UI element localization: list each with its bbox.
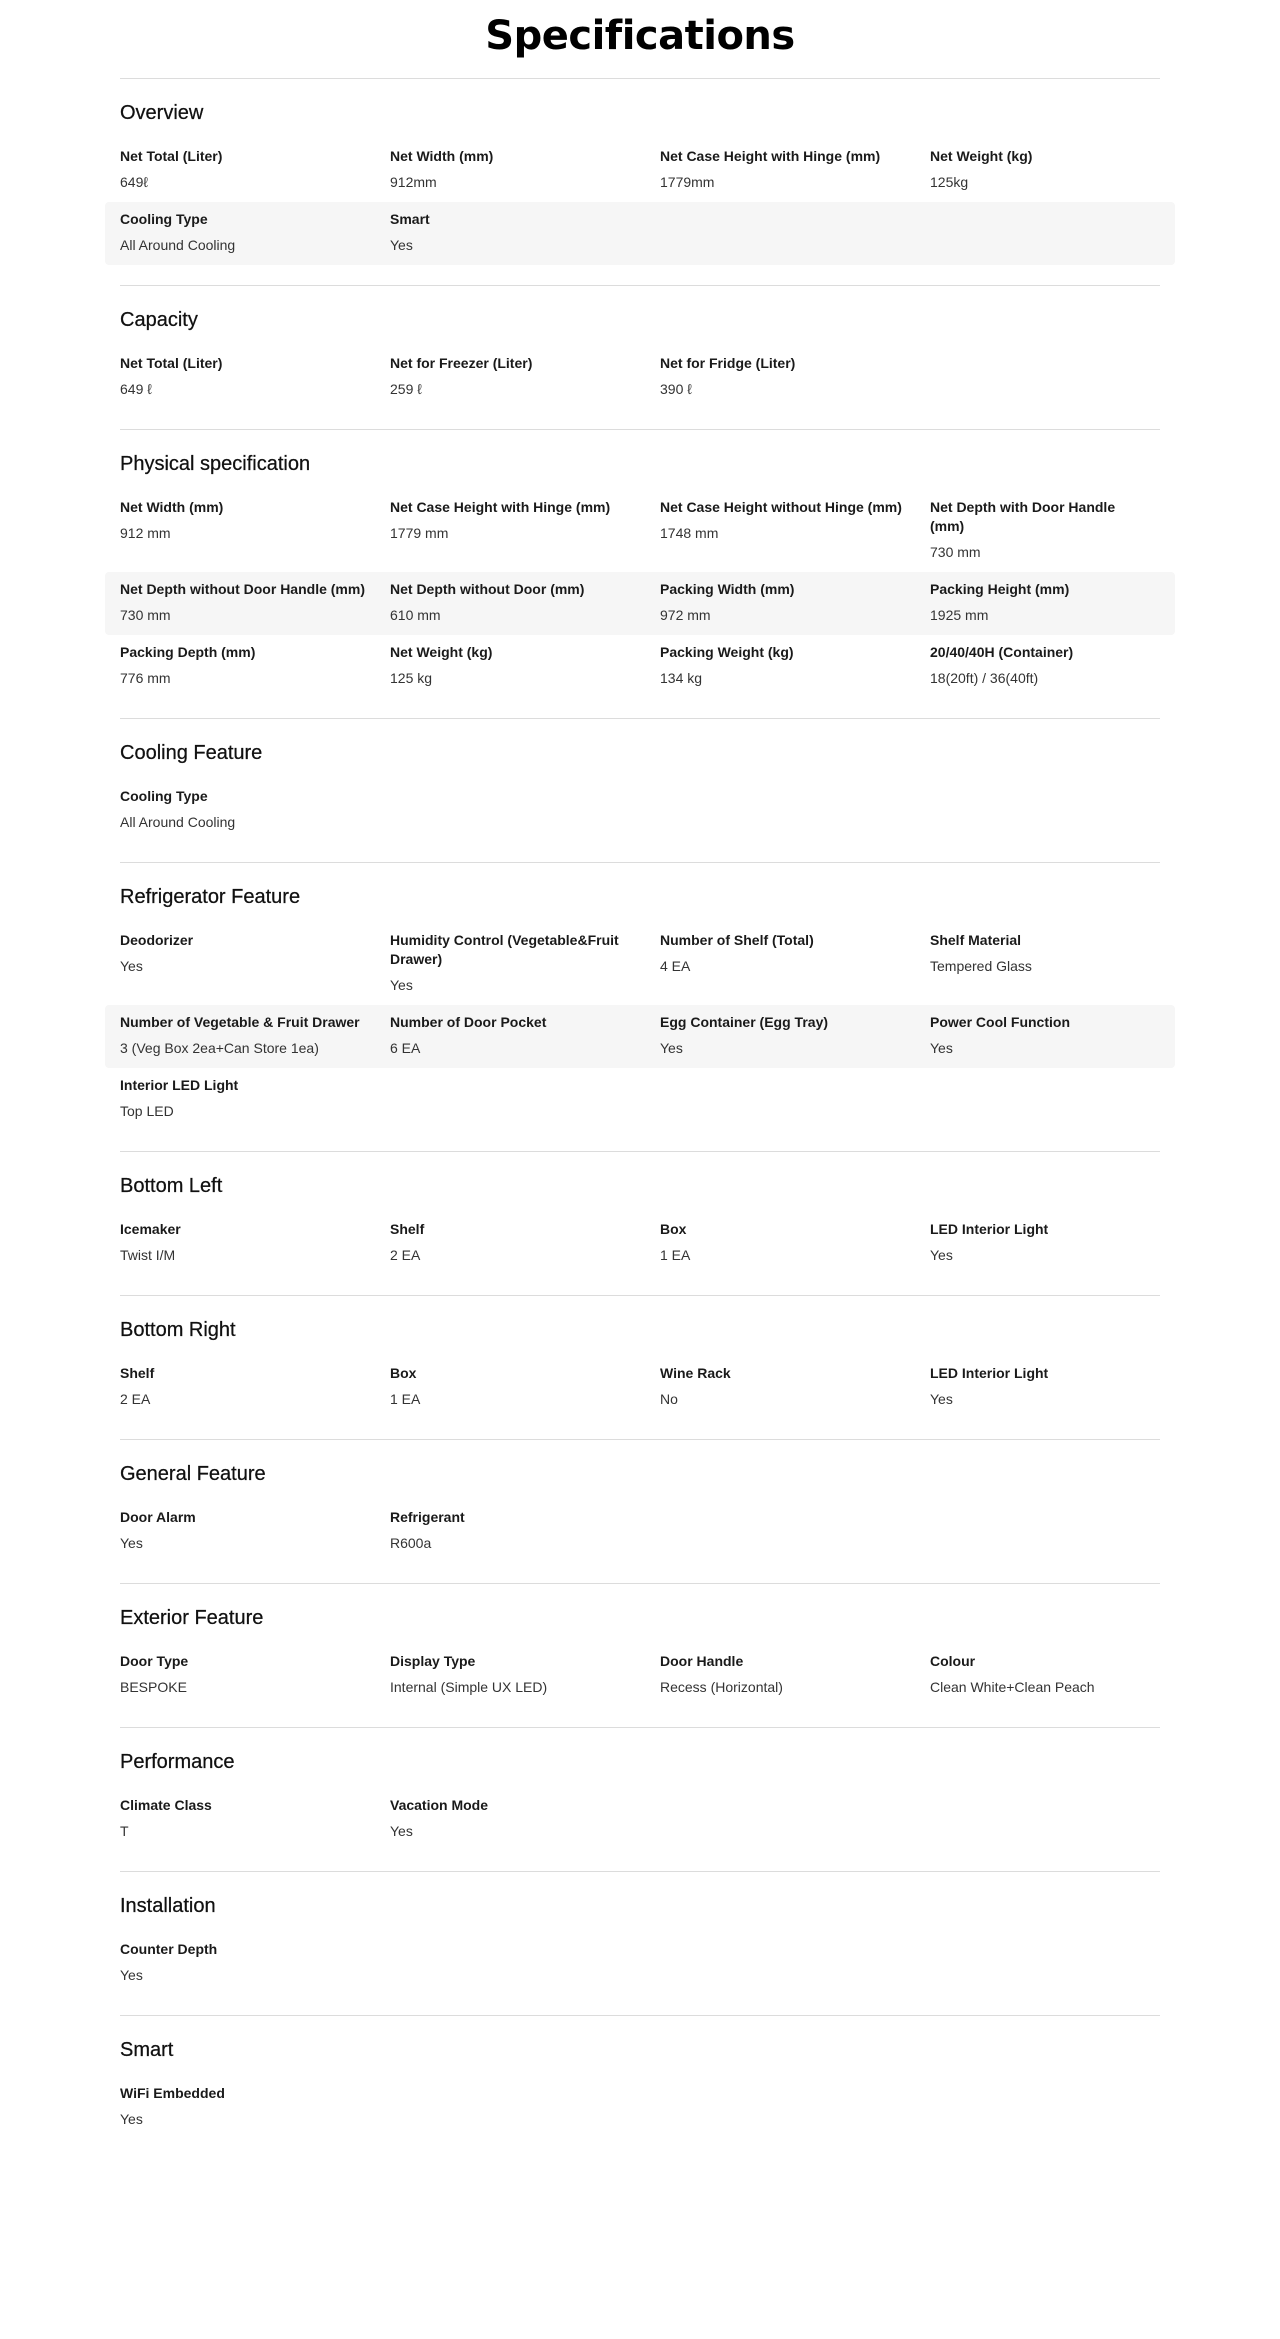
spec-row xyxy=(105,346,1175,409)
spec-value: Yes xyxy=(930,1391,953,1407)
spec-item xyxy=(390,643,660,688)
section-title: Cooling Feature xyxy=(120,742,263,764)
spec-name: Packing Height (mm) xyxy=(930,581,1070,597)
section-title: Physical specification xyxy=(120,453,311,475)
spec-name: Net Total (Liter) xyxy=(120,355,223,371)
spec-item xyxy=(930,498,1160,562)
spec-value: Twist I/M xyxy=(120,1247,176,1263)
spec-value: 1779mm xyxy=(660,174,715,190)
spec-value: 730 mm xyxy=(120,607,171,623)
spec-item xyxy=(120,1796,390,1841)
spec-item xyxy=(660,931,930,995)
spec-value: 4 EA xyxy=(660,958,691,974)
spec-item xyxy=(390,498,660,562)
spec-item xyxy=(390,1013,660,1058)
spec-value: 18(20ft) / 36(40ft) xyxy=(930,670,1039,686)
spec-value: Yes xyxy=(930,1247,953,1263)
spec-item xyxy=(930,580,1160,625)
spec-row xyxy=(105,1932,1175,1995)
spec-name: Net for Fridge (Liter) xyxy=(660,355,796,371)
spec-item xyxy=(660,580,930,625)
spec-value: Clean White+Clean Peach xyxy=(930,1679,1095,1695)
spec-item xyxy=(930,1652,1160,1697)
spec-item xyxy=(120,210,390,255)
spec-value: Yes xyxy=(120,958,143,974)
spec-item xyxy=(120,1013,390,1058)
spec-section-overview xyxy=(120,78,1160,285)
spec-row xyxy=(105,1005,1175,1068)
spec-name: Door Handle xyxy=(660,1653,744,1669)
spec-value: All Around Cooling xyxy=(120,237,236,253)
spec-name: Display Type xyxy=(390,1653,476,1669)
spec-item xyxy=(120,931,390,995)
spec-name: Net Depth without Door (mm) xyxy=(390,581,585,597)
spec-item xyxy=(390,931,660,995)
spec-section-exterior-feature xyxy=(120,1583,1160,1727)
spec-section-refrigerator-feature xyxy=(120,862,1160,1151)
spec-section-bottom-right xyxy=(120,1295,1160,1439)
spec-name: Icemaker xyxy=(120,1221,181,1237)
spec-name: Egg Container (Egg Tray) xyxy=(660,1014,829,1030)
spec-value: 649 ℓ xyxy=(120,381,152,397)
spec-item xyxy=(120,1940,350,1985)
spec-value: All Around Cooling xyxy=(120,814,236,830)
spec-name: Refrigerant xyxy=(390,1509,465,1525)
spec-item xyxy=(120,580,390,625)
spec-name: Net Width (mm) xyxy=(120,499,224,515)
spec-name: Smart xyxy=(390,211,430,227)
spec-value: 649ℓ xyxy=(120,174,148,190)
spec-section-bottom-left xyxy=(120,1151,1160,1295)
spec-value: 259 ℓ xyxy=(390,381,422,397)
spec-name: Deodorizer xyxy=(120,932,194,948)
spec-name: Door Type xyxy=(120,1653,189,1669)
spec-item xyxy=(930,643,1160,688)
spec-item xyxy=(930,147,1160,192)
spec-value: 972 mm xyxy=(660,607,711,623)
spec-item xyxy=(120,147,390,192)
spec-value: Yes xyxy=(930,1040,953,1056)
spec-row xyxy=(105,1788,1175,1851)
spec-value: Yes xyxy=(390,237,413,253)
spec-name: Vacation Mode xyxy=(390,1797,489,1813)
spec-item xyxy=(120,2084,350,2129)
spec-item xyxy=(390,147,660,192)
spec-item xyxy=(120,354,390,399)
spec-name: Net Case Height without Hinge (mm) xyxy=(660,499,902,515)
spec-name: Shelf xyxy=(390,1221,425,1237)
spec-name: Humidity Control (Vegetable&Fruit Drawer) xyxy=(390,932,619,967)
spec-item xyxy=(660,1652,930,1697)
spec-item xyxy=(660,1220,930,1265)
spec-name: Number of Shelf (Total) xyxy=(660,932,814,948)
spec-row xyxy=(105,1644,1175,1707)
spec-section-capacity xyxy=(120,285,1160,429)
spec-section-general-feature xyxy=(120,1439,1160,1583)
spec-name: LED Interior Light xyxy=(930,1221,1049,1237)
spec-name: Net Weight (kg) xyxy=(930,148,1033,164)
section-title: Exterior Feature xyxy=(120,1607,264,1629)
spec-name: Counter Depth xyxy=(120,1941,218,1957)
spec-name: Net Depth with Door Handle (mm) xyxy=(930,499,1116,534)
spec-value: 912 mm xyxy=(120,525,171,541)
spec-name: Net Weight (kg) xyxy=(390,644,493,660)
spec-name: Net Width (mm) xyxy=(390,148,494,164)
spec-name: Wine Rack xyxy=(660,1365,731,1381)
spec-value: 2 EA xyxy=(120,1391,151,1407)
spec-value: 610 mm xyxy=(390,607,441,623)
spec-name: Box xyxy=(390,1365,417,1381)
spec-row xyxy=(105,139,1175,202)
spec-value: 125kg xyxy=(930,174,969,190)
spec-value: Yes xyxy=(120,2111,143,2127)
section-title: Bottom Left xyxy=(120,1175,223,1197)
spec-name: Cooling Type xyxy=(120,788,208,804)
spec-row xyxy=(105,572,1175,635)
spec-value: 6 EA xyxy=(390,1040,421,1056)
spec-value: 1779 mm xyxy=(390,525,449,541)
spec-name: Power Cool Function xyxy=(930,1014,1070,1030)
spec-row xyxy=(105,2076,1175,2139)
spec-item xyxy=(930,1013,1160,1058)
spec-name: Colour xyxy=(930,1653,976,1669)
spec-item xyxy=(390,1652,660,1697)
spec-item xyxy=(120,1364,390,1409)
spec-value: Yes xyxy=(120,1535,143,1551)
spec-item xyxy=(390,1220,660,1265)
spec-row xyxy=(105,202,1175,265)
spec-section-physical-specification xyxy=(120,429,1160,718)
section-title: Capacity xyxy=(120,309,198,331)
spec-row xyxy=(105,1500,1175,1563)
spec-item xyxy=(390,1796,620,1841)
spec-value: 1 EA xyxy=(660,1247,691,1263)
spec-name: Cooling Type xyxy=(120,211,208,227)
spec-section-cooling-feature xyxy=(120,718,1160,862)
spec-name: Interior LED Light xyxy=(120,1077,239,1093)
spec-value: 1748 mm xyxy=(660,525,719,541)
section-title: Refrigerator Feature xyxy=(120,886,301,908)
section-title: General Feature xyxy=(120,1463,266,1485)
spec-row xyxy=(105,1212,1175,1275)
section-title: Overview xyxy=(120,102,204,124)
spec-name: Net Case Height with Hinge (mm) xyxy=(390,499,611,515)
spec-name: Number of Vegetable & Fruit Drawer xyxy=(120,1014,360,1030)
spec-name: Net Depth without Door Handle (mm) xyxy=(120,581,365,597)
spec-value: 730 mm xyxy=(930,544,981,560)
spec-section-installation xyxy=(120,1871,1160,2015)
spec-name: Number of Door Pocket xyxy=(390,1014,547,1030)
spec-name: Climate Class xyxy=(120,1797,212,1813)
spec-value: T xyxy=(120,1823,129,1839)
page-title: Specifications xyxy=(485,13,795,59)
spec-item xyxy=(120,1508,390,1553)
spec-value: 776 mm xyxy=(120,670,171,686)
spec-name: Net Case Height with Hinge (mm) xyxy=(660,148,881,164)
spec-name: Packing Width (mm) xyxy=(660,581,795,597)
section-title: Smart xyxy=(120,2039,174,2061)
spec-value: Yes xyxy=(660,1040,683,1056)
spec-section-performance xyxy=(120,1727,1160,1871)
spec-value: 3 (Veg Box 2ea+Can Store 1ea) xyxy=(120,1040,319,1056)
spec-item xyxy=(390,1364,660,1409)
spec-value: 125 kg xyxy=(390,670,433,686)
spec-item xyxy=(660,147,930,192)
spec-item xyxy=(120,1076,350,1121)
spec-name: Door Alarm xyxy=(120,1509,196,1525)
spec-item xyxy=(390,210,620,255)
spec-row xyxy=(105,923,1175,1005)
spec-value: 1925 mm xyxy=(930,607,989,623)
spec-item xyxy=(930,931,1160,995)
spec-item xyxy=(120,1220,390,1265)
spec-item xyxy=(390,354,660,399)
spec-name: Net for Freezer (Liter) xyxy=(390,355,533,371)
spec-value: Yes xyxy=(390,1823,413,1839)
spec-value: No xyxy=(660,1391,678,1407)
spec-value: 912mm xyxy=(390,174,437,190)
spec-row xyxy=(105,635,1175,698)
spec-item xyxy=(660,643,930,688)
spec-value: 390 ℓ xyxy=(660,381,692,397)
spec-item xyxy=(120,643,390,688)
spec-name: LED Interior Light xyxy=(930,1365,1049,1381)
spec-row xyxy=(105,1356,1175,1419)
spec-value: 134 kg xyxy=(660,670,703,686)
spec-item xyxy=(390,1508,620,1553)
spec-item xyxy=(120,787,350,832)
spec-item xyxy=(120,498,390,562)
spec-name: Box xyxy=(660,1221,687,1237)
section-title: Installation xyxy=(120,1895,216,1917)
spec-item xyxy=(930,1220,1160,1265)
spec-row xyxy=(105,1068,1175,1131)
spec-row xyxy=(105,490,1175,572)
spec-value: BESPOKE xyxy=(120,1679,187,1695)
spec-value: Tempered Glass xyxy=(930,958,1032,974)
spec-item xyxy=(660,1013,930,1058)
spec-value: Yes xyxy=(120,1967,143,1983)
spec-item xyxy=(660,498,930,562)
spec-value: 2 EA xyxy=(390,1247,421,1263)
spec-section-smart xyxy=(120,2015,1160,2159)
spec-value: 1 EA xyxy=(390,1391,421,1407)
spec-item xyxy=(660,354,890,399)
spec-item xyxy=(390,580,660,625)
spec-name: Packing Depth (mm) xyxy=(120,644,256,660)
spec-item xyxy=(930,1364,1160,1409)
spec-value: Yes xyxy=(390,977,413,993)
spec-value: Top LED xyxy=(120,1103,174,1119)
spec-value: Internal (Simple UX LED) xyxy=(390,1679,548,1695)
spec-item xyxy=(660,1364,930,1409)
spec-value: Recess (Horizontal) xyxy=(660,1679,783,1695)
spec-value: R600a xyxy=(390,1535,432,1551)
spec-name: Net Total (Liter) xyxy=(120,148,223,164)
spec-name: 20/40/40H (Container) xyxy=(930,644,1074,660)
spec-item xyxy=(120,1652,390,1697)
section-title: Performance xyxy=(120,1751,235,1773)
spec-name: WiFi Embedded xyxy=(120,2085,225,2101)
spec-name: Shelf xyxy=(120,1365,155,1381)
spec-name: Shelf Material xyxy=(930,932,1022,948)
spec-sections xyxy=(120,78,1160,2159)
spec-row xyxy=(105,779,1175,842)
section-title: Bottom Right xyxy=(120,1319,236,1341)
spec-name: Packing Weight (kg) xyxy=(660,644,794,660)
